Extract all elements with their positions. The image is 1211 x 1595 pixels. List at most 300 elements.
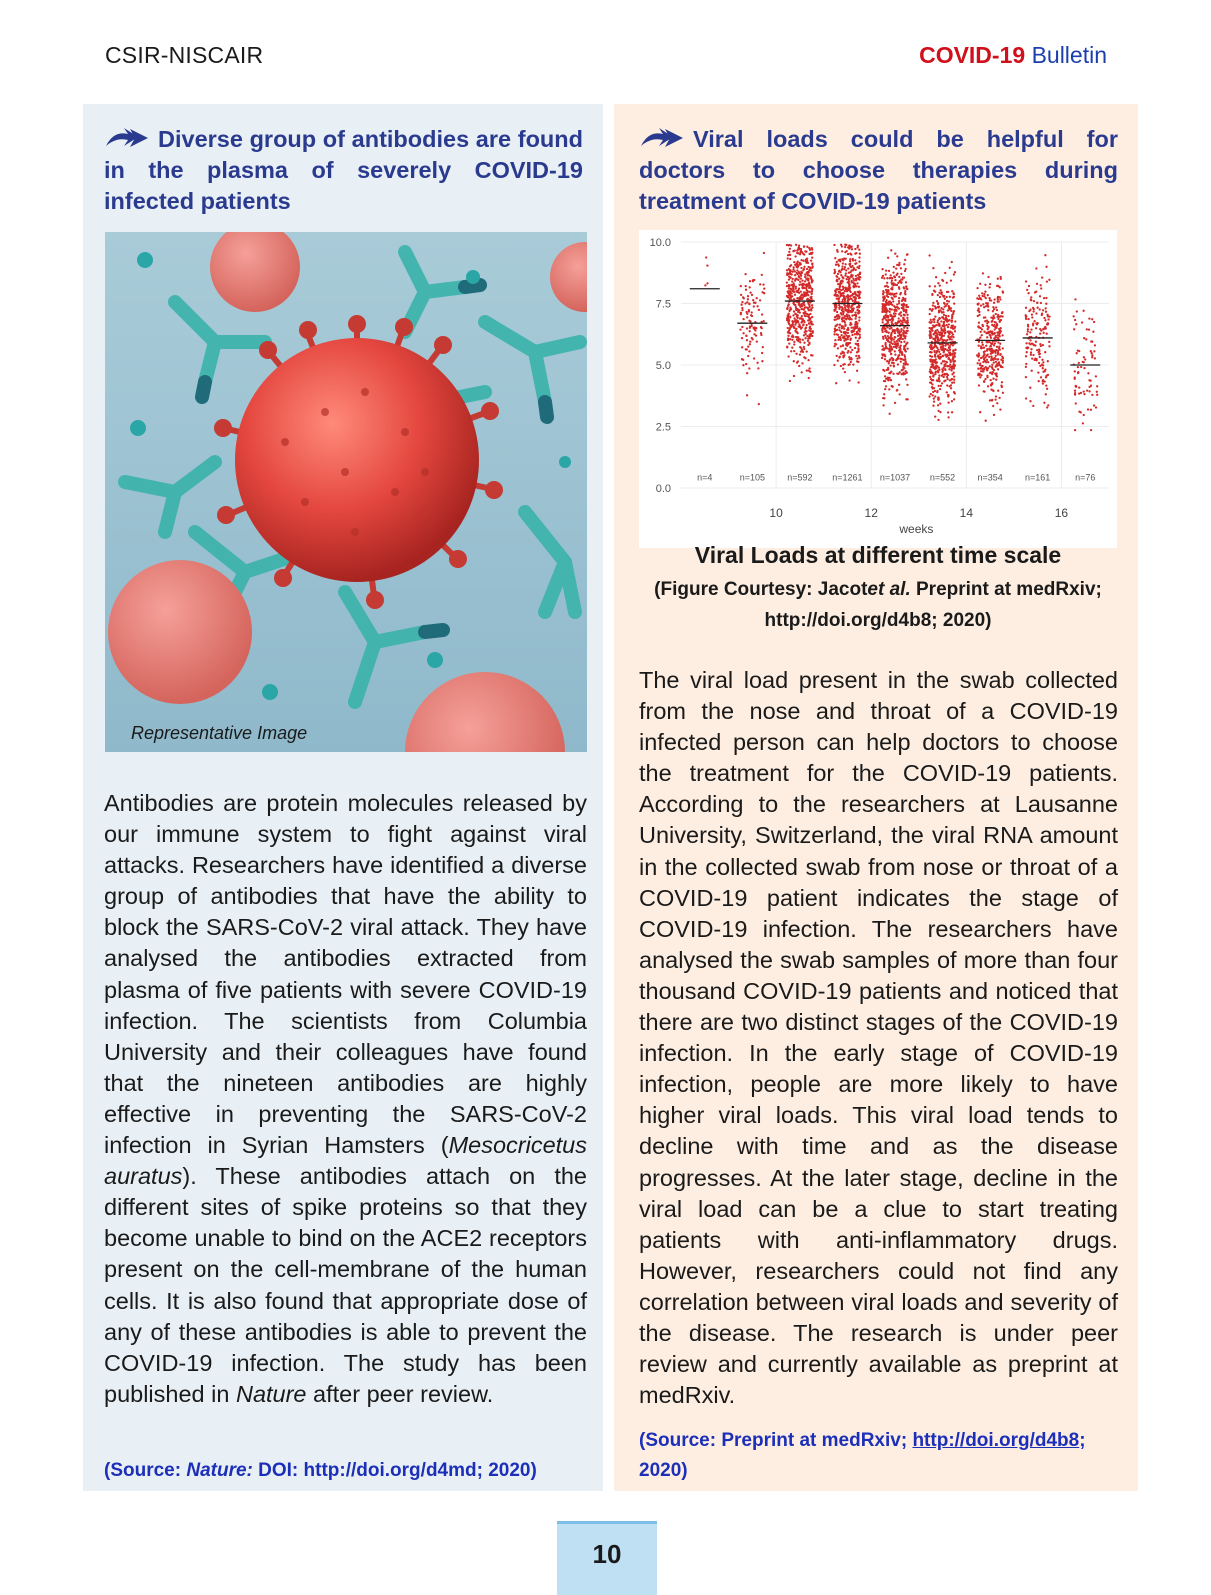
data-point: [811, 290, 813, 292]
left-article-title: Diverse group of antibodies are found in the plasma of severely COVID-19 infected patients: [104, 126, 583, 214]
data-point: [1042, 364, 1044, 366]
data-point: [892, 284, 894, 286]
data-point: [939, 411, 941, 413]
data-point: [940, 338, 942, 340]
data-point: [903, 327, 905, 329]
data-point: [835, 382, 837, 384]
data-point: [983, 293, 985, 295]
data-point: [807, 315, 809, 317]
data-point: [881, 345, 883, 347]
data-point: [804, 337, 806, 339]
data-point: [900, 315, 902, 317]
data-point: [762, 346, 764, 348]
data-point: [895, 274, 897, 276]
data-point: [1048, 345, 1050, 347]
data-point: [946, 378, 948, 380]
data-point: [889, 364, 891, 366]
data-point: [891, 337, 893, 339]
data-point: [900, 341, 902, 343]
data-point: [742, 318, 744, 320]
data-point: [833, 333, 835, 335]
data-point: [844, 290, 846, 292]
data-point: [1036, 307, 1038, 309]
data-point: [850, 269, 852, 271]
data-point: [988, 348, 990, 350]
data-point: [897, 320, 899, 322]
data-point: [883, 393, 885, 395]
data-point: [748, 367, 750, 369]
data-point: [1040, 376, 1042, 378]
data-point: [898, 338, 900, 340]
data-point: [749, 280, 751, 282]
data-point: [1046, 280, 1048, 282]
x-axis-label: weeks: [899, 522, 934, 536]
data-point: [954, 349, 956, 351]
data-point: [1047, 374, 1049, 376]
data-point: [806, 298, 808, 300]
data-point: [792, 334, 794, 336]
data-point: [843, 310, 845, 312]
data-point: [1094, 344, 1096, 346]
data-point: [751, 338, 753, 340]
data-point: [857, 347, 859, 349]
data-point: [930, 319, 932, 321]
data-point: [746, 394, 748, 396]
data-point: [986, 359, 988, 361]
data-point: [995, 355, 997, 357]
data-point: [902, 319, 904, 321]
data-point: [993, 414, 995, 416]
data-point: [1076, 310, 1078, 312]
data-point: [946, 282, 948, 284]
data-point: [804, 276, 806, 278]
data-point: [1086, 328, 1088, 330]
data-point: [837, 360, 839, 362]
data-point: [904, 292, 906, 294]
data-point: [991, 333, 993, 335]
data-point: [893, 346, 895, 348]
data-point: [901, 369, 903, 371]
data-point: [1040, 287, 1042, 289]
data-point: [1044, 351, 1046, 353]
data-point: [990, 388, 992, 390]
data-point: [837, 273, 839, 275]
data-point: [1031, 316, 1033, 318]
data-point: [976, 354, 978, 356]
data-point: [934, 331, 936, 333]
data-point: [934, 315, 936, 317]
data-point: [841, 325, 843, 327]
data-point: [808, 283, 810, 285]
data-point: [937, 396, 939, 398]
data-point: [853, 330, 855, 332]
data-point: [986, 341, 988, 343]
data-point: [855, 355, 857, 357]
data-point: [856, 282, 858, 284]
data-point: [933, 400, 935, 402]
data-point: [896, 327, 898, 329]
viral-load-chart: [639, 230, 1117, 548]
data-point: [845, 244, 847, 246]
data-point: [997, 358, 999, 360]
data-point: [942, 355, 944, 357]
data-point: [849, 262, 851, 264]
double-arrow-icon: [104, 126, 150, 150]
data-point: [885, 385, 887, 387]
data-point: [1036, 323, 1038, 325]
data-point: [951, 317, 953, 319]
data-point: [791, 271, 793, 273]
data-point: [1046, 406, 1048, 408]
data-point: [852, 258, 854, 260]
data-point: [747, 345, 749, 347]
data-point: [1091, 394, 1093, 396]
data-point: [751, 311, 753, 313]
data-point: [883, 315, 885, 317]
data-point: [905, 363, 907, 365]
data-point: [741, 307, 743, 309]
data-point: [948, 306, 950, 308]
data-point: [939, 284, 941, 286]
data-point: [884, 309, 886, 311]
data-point: [894, 350, 896, 352]
data-point: [849, 258, 851, 260]
data-point: [803, 301, 805, 303]
data-point: [939, 356, 941, 358]
data-point: [837, 334, 839, 336]
data-point: [948, 319, 950, 321]
data-point: [987, 276, 989, 278]
data-point: [793, 327, 795, 329]
data-point: [1033, 308, 1035, 310]
data-point: [1035, 327, 1037, 329]
data-point: [846, 300, 848, 302]
data-point: [1029, 400, 1031, 402]
data-point: [928, 327, 930, 329]
data-point: [847, 336, 849, 338]
data-point: [904, 370, 906, 372]
data-point: [887, 315, 889, 317]
data-point: [1032, 310, 1034, 312]
data-point: [992, 405, 994, 407]
data-point: [842, 294, 844, 296]
data-point: [747, 298, 749, 300]
data-point: [852, 326, 854, 328]
data-point: [811, 288, 813, 290]
data-point: [989, 372, 991, 374]
data-point: [746, 327, 748, 329]
data-point: [1091, 318, 1093, 320]
data-point: [991, 331, 993, 333]
data-point: [1092, 331, 1094, 333]
data-point: [789, 316, 791, 318]
right-article-title-block: [639, 124, 1118, 217]
data-point: [947, 401, 949, 403]
data-point: [890, 277, 892, 279]
data-point: [1041, 359, 1043, 361]
data-point: [902, 329, 904, 331]
data-point: [947, 315, 949, 317]
data-point: [890, 274, 892, 276]
data-point: [1041, 276, 1043, 278]
data-point: [841, 250, 843, 252]
data-point: [936, 379, 938, 381]
data-point: [807, 273, 809, 275]
data-point: [798, 365, 800, 367]
courtesy-part-a: (Figure Courtesy: Jacot: [654, 579, 868, 600]
data-point: [800, 308, 802, 310]
data-point: [997, 368, 999, 370]
data-point: [792, 268, 794, 270]
data-point: [937, 419, 939, 421]
data-point: [993, 317, 995, 319]
data-point: [995, 313, 997, 315]
data-point: [793, 298, 795, 300]
data-point: [979, 376, 981, 378]
data-point: [883, 277, 885, 279]
data-point: [983, 390, 985, 392]
data-point: [846, 329, 848, 331]
data-point: [998, 363, 1000, 365]
data-point: [941, 375, 943, 377]
data-point: [997, 390, 999, 392]
data-point: [1074, 370, 1076, 372]
data-point: [980, 367, 982, 369]
data-point: [947, 358, 949, 360]
data-point: [895, 292, 897, 294]
data-point: [952, 292, 954, 294]
data-point: [788, 278, 790, 280]
data-point: [790, 324, 792, 326]
data-point: [756, 340, 758, 342]
data-point: [801, 362, 803, 364]
data-point: [745, 348, 747, 350]
data-point: [1042, 379, 1044, 381]
data-point: [854, 333, 856, 335]
antibody-virus-image: [105, 232, 587, 752]
data-point: [805, 315, 807, 317]
data-point: [998, 397, 1000, 399]
data-point: [1000, 315, 1002, 317]
data-point: [934, 371, 936, 373]
data-point: [1083, 390, 1085, 392]
data-point: [1025, 355, 1027, 357]
data-point: [748, 309, 750, 311]
data-point: [1096, 394, 1098, 396]
data-point: [951, 290, 953, 292]
data-point: [1033, 300, 1035, 302]
data-point: [1093, 404, 1095, 406]
data-point: [1025, 315, 1027, 317]
data-point: [786, 269, 788, 271]
data-point: [1029, 387, 1031, 389]
data-point: [858, 265, 860, 267]
data-point: [796, 315, 798, 317]
data-point: [951, 261, 953, 263]
data-point: [755, 327, 757, 329]
data-point: [999, 348, 1001, 350]
data-point: [835, 291, 837, 293]
data-point: [799, 353, 801, 355]
data-point: [885, 299, 887, 301]
data-point: [846, 305, 848, 307]
data-point: [845, 338, 847, 340]
data-point: [902, 334, 904, 336]
data-point: [787, 257, 789, 259]
data-point: [799, 346, 801, 348]
data-point: [998, 345, 1000, 347]
data-point: [935, 335, 937, 337]
data-point: [859, 273, 861, 275]
data-point: [936, 300, 938, 302]
data-point: [844, 306, 846, 308]
data-point: [991, 358, 993, 360]
data-point: [809, 317, 811, 319]
data-point: [939, 339, 941, 341]
data-point: [788, 287, 790, 289]
data-point: [1088, 317, 1090, 319]
source-link[interactable]: http://doi.org/d4b8: [912, 1430, 1080, 1451]
data-point: [805, 287, 807, 289]
data-point: [902, 307, 904, 309]
data-point: [951, 373, 953, 375]
data-point: [1074, 298, 1076, 300]
data-point: [798, 288, 800, 290]
data-point: [1090, 340, 1092, 342]
data-point: [1086, 389, 1088, 391]
data-point: [996, 324, 998, 326]
data-point: [745, 363, 747, 365]
data-point: [751, 325, 753, 327]
data-point: [787, 335, 789, 337]
data-point: [997, 332, 999, 334]
data-point: [761, 313, 763, 315]
data-point: [789, 327, 791, 329]
data-point: [837, 339, 839, 341]
data-point: [990, 343, 992, 345]
data-point: [953, 273, 955, 275]
data-point: [902, 338, 904, 340]
data-point: [930, 334, 932, 336]
data-point: [807, 309, 809, 311]
data-point: [984, 291, 986, 293]
data-point: [802, 339, 804, 341]
data-point: [855, 314, 857, 316]
data-point: [836, 311, 838, 313]
data-point: [930, 393, 932, 395]
data-point: [943, 318, 945, 320]
data-point: [855, 293, 857, 295]
data-point: [933, 387, 935, 389]
data-point: [804, 273, 806, 275]
data-point: [789, 276, 791, 278]
data-point: [934, 359, 936, 361]
data-point: [800, 275, 802, 277]
data-point: [951, 411, 953, 413]
data-point: [995, 306, 997, 308]
sample-size-label: n=105: [739, 472, 765, 483]
data-point: [892, 373, 894, 375]
data-point: [787, 355, 789, 357]
left-article-title-block: [104, 124, 583, 217]
data-point: [801, 251, 803, 253]
data-point: [847, 307, 849, 309]
data-point: [905, 285, 907, 287]
data-point: [929, 308, 931, 310]
sample-size-label: n=354: [977, 472, 1003, 483]
data-point: [939, 403, 941, 405]
data-point: [849, 266, 851, 268]
data-point: [897, 363, 899, 365]
data-point: [838, 278, 840, 280]
data-point: [935, 276, 937, 278]
data-point: [900, 360, 902, 362]
data-point: [937, 410, 939, 412]
data-point: [939, 353, 941, 355]
data-point: [1043, 297, 1045, 299]
data-point: [1033, 320, 1035, 322]
data-point: [884, 297, 886, 299]
data-point: [981, 324, 983, 326]
data-point: [1095, 375, 1097, 377]
data-point: [793, 350, 795, 352]
data-point: [811, 256, 813, 258]
data-point: [1088, 379, 1090, 381]
data-point: [952, 357, 954, 359]
data-point: [953, 391, 955, 393]
data-point: [940, 320, 942, 322]
data-point: [739, 328, 741, 330]
data-point: [904, 356, 906, 358]
data-point: [1048, 315, 1050, 317]
data-point: [947, 343, 949, 345]
data-point: [894, 402, 896, 404]
data-point: [884, 344, 886, 346]
data-point: [947, 309, 949, 311]
data-point: [983, 357, 985, 359]
data-point: [845, 342, 847, 344]
data-point: [1047, 323, 1049, 325]
data-point: [806, 350, 808, 352]
data-point: [859, 296, 861, 298]
data-point: [845, 258, 847, 260]
y-tick-label: 0.0: [655, 483, 671, 495]
data-point: [847, 364, 849, 366]
left-article-body: [104, 788, 587, 1410]
data-point: [1042, 361, 1044, 363]
data-point: [844, 274, 846, 276]
data-point: [995, 327, 997, 329]
data-point: [1045, 307, 1047, 309]
data-point: [1082, 422, 1084, 424]
data-point: [890, 334, 892, 336]
data-point: [853, 268, 855, 270]
data-point: [1073, 328, 1075, 330]
data-point: [853, 296, 855, 298]
data-point: [986, 325, 988, 327]
data-point: [806, 277, 808, 279]
data-point: [949, 354, 951, 356]
data-point: [791, 280, 793, 282]
data-point: [788, 342, 790, 344]
data-point: [799, 305, 801, 307]
data-point: [949, 349, 951, 351]
data-point: [858, 278, 860, 280]
data-point: [787, 327, 789, 329]
data-point: [791, 339, 793, 341]
data-point: [904, 373, 906, 375]
data-point: [805, 330, 807, 332]
